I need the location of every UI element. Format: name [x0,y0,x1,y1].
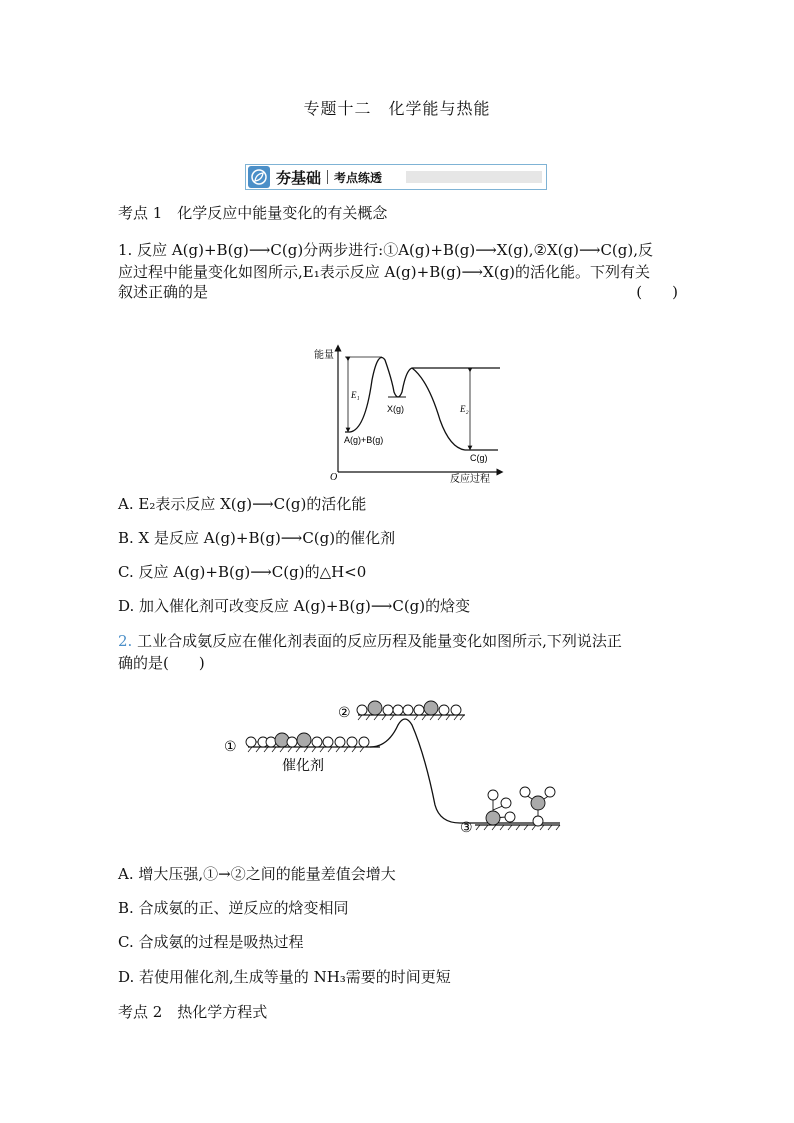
q1-stem-end: 叙述正确的是 [118,283,209,301]
q2-option-d: D. 若使用催化剂,生成等量的 NH₃需要的时间更短 [118,968,451,986]
state-1-label: ① [224,739,237,755]
section-heading-2: 考点 2 热化学方程式 [118,1003,268,1021]
x-axis-label: 反应过程 [450,474,490,485]
q2-option-c: C. 合成氨的过程是吸热过程 [118,933,304,951]
origin-label: O [330,472,338,483]
state-3-molecules [486,787,555,826]
q2-line-1 [118,629,678,653]
state-2-atoms [357,701,461,715]
state-3-label: ③ [460,820,473,835]
energy-diagram [290,340,510,485]
banner-divider [327,170,328,184]
q1-option-b: B. X 是反应 A(g)+B(g)⟶C(g)的催化剂 [118,529,396,547]
banner-bar [406,171,542,183]
page-title: 专题十二 化学能与热能 [303,99,491,118]
catalyst-diagram [220,695,570,835]
q1-line-3 [118,280,678,304]
q1-option-d: D. 加入催化剂可改变反应 A(g)+B(g)⟶C(g)的焓变 [118,597,471,615]
ab-label: A(g)+B(g) [344,435,384,445]
section-banner [245,164,547,190]
leaf-icon [248,166,270,188]
y-axis-label: 能量 [314,350,334,361]
q1-option-a: A. E₂表示反应 X(g)⟶C(g)的活化能 [118,495,367,513]
banner-main: 夯基础 [276,169,322,187]
q2-line-2: 确的是( ) [118,654,205,672]
reaction-path [370,719,560,823]
q2-stem: 工业合成氨反应在催化剂表面的反应历程及能量变化如图所示,下列说法正 [137,632,622,650]
state-1-molecules [246,733,369,747]
banner-sub: 考点练透 [334,171,383,185]
e1-label: E₁ [351,390,360,400]
state-2-label: ② [338,705,351,721]
q2-number: 2. [118,632,133,650]
catalyst-label: 催化剂 [282,758,324,774]
q1-line-2: 应过程中能量变化如图所示,E₁表示反应 A(g)+B(g)⟶X(g)的活化能。下列有关 [118,263,651,281]
q1-option-c: C. 反应 A(g)+B(g)⟶C(g)的△H<0 [118,563,367,581]
answer-paren: ( ) [636,283,678,301]
section-heading-1: 考点 1 化学反应中能量变化的有关概念 [118,204,388,222]
q2-option-a: A. 增大压强,①→②之间的能量差值会增大 [118,865,396,883]
q2-option-b: B. 合成氨的正、逆反应的焓变相同 [118,899,349,917]
c-label: C(g) [470,453,488,463]
e2-label: E₂ [460,404,469,414]
x-label: X(g) [387,404,405,414]
energy-curve-1 [345,358,500,433]
energy-curve-2 [412,368,498,450]
q1-line-1: 1. 反应 A(g)+B(g)⟶C(g)分两步进行:①A(g)+B(g)⟶X(g),②X(g)⟶C(g),反 [118,241,654,259]
